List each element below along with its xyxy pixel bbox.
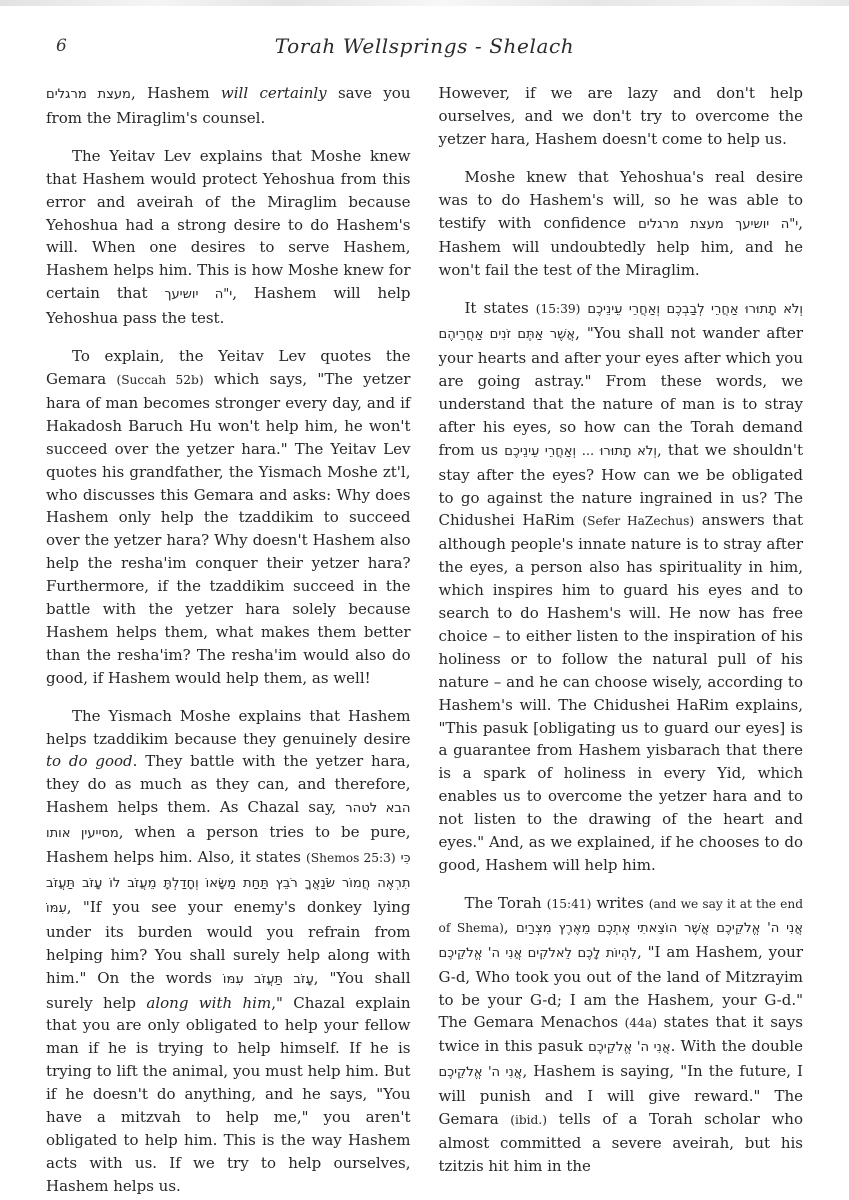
body-text: The Yeitav Lev explains that Moshe knew that Hashem would protect Yehoshua from this error and aveirah of the Miraglim because Yehoshua had a strong desire to do Hashem's will. When one desires to serve Hashem, Hashem helps him. This is how Moshe knew for certain that (46, 146, 411, 303)
paragraph (439, 166, 804, 283)
body-text: The Yismach Moshe explains that Hashem helps tzaddikim because they genuinely desire (46, 706, 411, 748)
body-text: ," Chazal explain that you are only obligated to help your fellow man if he is trying to help himself. If he is trying to lift the animal, you must help him. But if he doesn't do anything, and he says, "You have a mitzvah to help me," you aren't obligated to help him. This is the way Hashem acts with us. If we try to help ourselves, Hashem helps us. (46, 993, 411, 1195)
paragraph (46, 82, 411, 130)
two-column-text (46, 82, 803, 1200)
emphasis-text: to do good (46, 752, 133, 771)
body-text: However, if we are lazy and don't help ourselves, and we don't try to overcome the yetzer hara, Hashem doesn't come to help us. (438, 84, 803, 148)
body-text: , Hashem will help Yehoshua pass the test. (46, 284, 411, 328)
body-text: , "I am Hashem, your G-d, Who took you out of the land of Mitzrayim to be your G-d; I am the Hashem, your G-d." The Gemara Menachos (438, 942, 804, 1032)
citation-ref: (Shemos 25:3) (306, 851, 396, 866)
body-text: . They battle with the yetzer hara, they do as much as they can, and therefore, Hashem helps them. As Chazal say, (46, 752, 411, 817)
body-text: , (503, 917, 517, 936)
right-column (439, 82, 804, 1200)
body-text: which says, "The yetzer hara of man becomes stronger every day, and if Hakadosh Baruch Hu won't help him, he won't succeed over the yetzer hara." The Yeitav Lev quotes his grandfather, the Yismach Moshe zt'l, who discusses this Gemara and asks: Why does Hashem only help the tzaddikim to succeed over the yetzer hara? Why doesn't Hashem also help the resha'im conquer their yetzer hara? Furthermore, if the tzaddikim succeed in the battle with the yetzer hara solely because Hashem helps them, what makes them better than the resha'im? The resha'im would also do good, if Hashem would help them, as well! (46, 369, 411, 687)
paragraph (439, 297, 804, 877)
paragraph (46, 345, 411, 690)
body-text: tells of a Torah scholar who almost committed a severe aveirah, but his tzitzis hit him in the (438, 1110, 803, 1175)
body-text: , "If you see your enemy's donkey lying under its burden would you refrain from helping him? You shall surely help along with him." On the words (46, 897, 411, 987)
hebrew-text: כִּי תִרְאֶה חֲמוֹר שֹׂנַאֲךָ רֹבֵץ תַּחַת מַשָּׂאוֹ וְחָדַלְתָּ מֵעֲזֹב לוֹ עָזֹב תַּעֲזֹב עִמּוֹ (46, 851, 411, 916)
page-number: 6 (56, 36, 67, 56)
hebrew-text: וְלֹא תָתוּרוּ ... וְאַחֲרֵי עֵינֵיכֶם (504, 443, 657, 459)
hebrew-text: אֲנִי ה' אֱלֹקֵיכֶם (588, 1040, 671, 1056)
paragraph (439, 82, 804, 151)
scan-artifact-top (0, 0, 849, 6)
page-header (46, 30, 803, 64)
left-column (46, 82, 411, 1200)
hebrew-text: י"ה יושיעך (164, 287, 233, 303)
citation-ref: (Sefer HaZechus) (582, 514, 695, 529)
paragraph (439, 892, 804, 1178)
paragraph (46, 705, 411, 1198)
body-text: , Hashem (130, 84, 221, 102)
citation-ref: (44a) (624, 1016, 657, 1031)
body-text: writes (591, 893, 649, 912)
body-text: save you from the Miraglim's counsel. (46, 84, 411, 127)
hebrew-text: אֲנִי ה' אֱלֹקֵיכֶם (438, 1065, 523, 1081)
body-text: It states (464, 299, 536, 318)
hebrew-text: הבא לטהר מסייעין אותו (46, 801, 411, 842)
citation-ref: (ibid.) (510, 1113, 547, 1128)
hebrew-text: עָזֹב תַּעֲזֹב עִמּוֹ (222, 971, 314, 987)
emphasis-text: will certainly (220, 84, 327, 102)
citation-ref: (Succah 52b) (116, 372, 204, 387)
body-text: . With the double (670, 1037, 803, 1056)
hebrew-text: וְלֹא תָתוּרוּ אַחֲרֵי לְבַבְכֶם וְאַחֲרֵי עֵינֵיכֶם אֲשֶׁר אַתֶּם זֹנִים אַחֲרֵיהֶם (438, 302, 803, 343)
citation-ref: (15:41) (546, 896, 592, 911)
hebrew-text: י"ה יושיעך מעצת מרגלים (638, 216, 799, 232)
hebrew-text: מעצת מרגלים (46, 87, 131, 102)
citation-ref: (15:39) (535, 302, 581, 317)
body-text: states that it says twice in this pasuk (438, 1013, 804, 1056)
body-text: , Hashem is saying, "In the future, I will punish and I will give reward." The Gemara (438, 1062, 803, 1129)
body-text: , that we shouldn't stay after the eyes? How can we be obligated to go against the nature ingrained in us? The Chidushei HaRim (438, 440, 803, 530)
body-text: , "You shall surely help (46, 968, 411, 1012)
body-text: , "You shall not wander after your hearts and after your eyes after which you are going astray." From these words, we understand that the nature of man is to stray after his eyes, so how can the Torah demand from us (438, 324, 803, 459)
emphasis-text: along with him (146, 993, 272, 1012)
body-text: Moshe knew that Yehoshua's real desire was to do Hashem's will, so he was able to testify with confidence (438, 167, 803, 232)
body-text: , Hashem will undoubtedly help him, and he won't fail the test of the Miraglim. (438, 213, 803, 280)
hebrew-text: אֲנִי ה' אֱלֹקֵיכֶם אֲשֶׁר הוֹצֵאתִי אֶתְכֶם מֵאֶרֶץ מִצְרַיִם לִהְיוֹת לָכֶם לֵאלֹקִים אֲנִי ה' אֱלֹקֵיכֶם (438, 920, 803, 961)
body-text: answers that although people's innate nature is to stray after the eyes, a person also has spirituality in him, which inspires him to guard his eyes and to search to do Hashem's will. He now has free choice – to either listen to the inspiration of his holiness or to follow the natural pull of his nature – and he can choose wisely, according to Hashem's will. The Chidushei HaRim explains, "This pasuk [obligating us to guard our eyes] is a guarantee from Hashem yisbarach that there is a spark of holiness in every Yid, which enables us to overcome the yetzer hara and to not listen to the drawing of the heart and eyes." And, as we explained, if he chooses to do good, Hashem will help him. (438, 511, 803, 874)
body-text: To explain, the Yeitav Lev quotes the Gemara (46, 347, 411, 388)
body-text: The Torah (464, 893, 547, 912)
paragraph (46, 145, 411, 330)
page-title: Torah Wellsprings - Shelach (274, 34, 575, 58)
citation-ref: (and we say it at the end of Shema) (438, 896, 803, 935)
body-text: , when a person tries to be pure, Hashem helps him. Also, it states (46, 823, 411, 867)
